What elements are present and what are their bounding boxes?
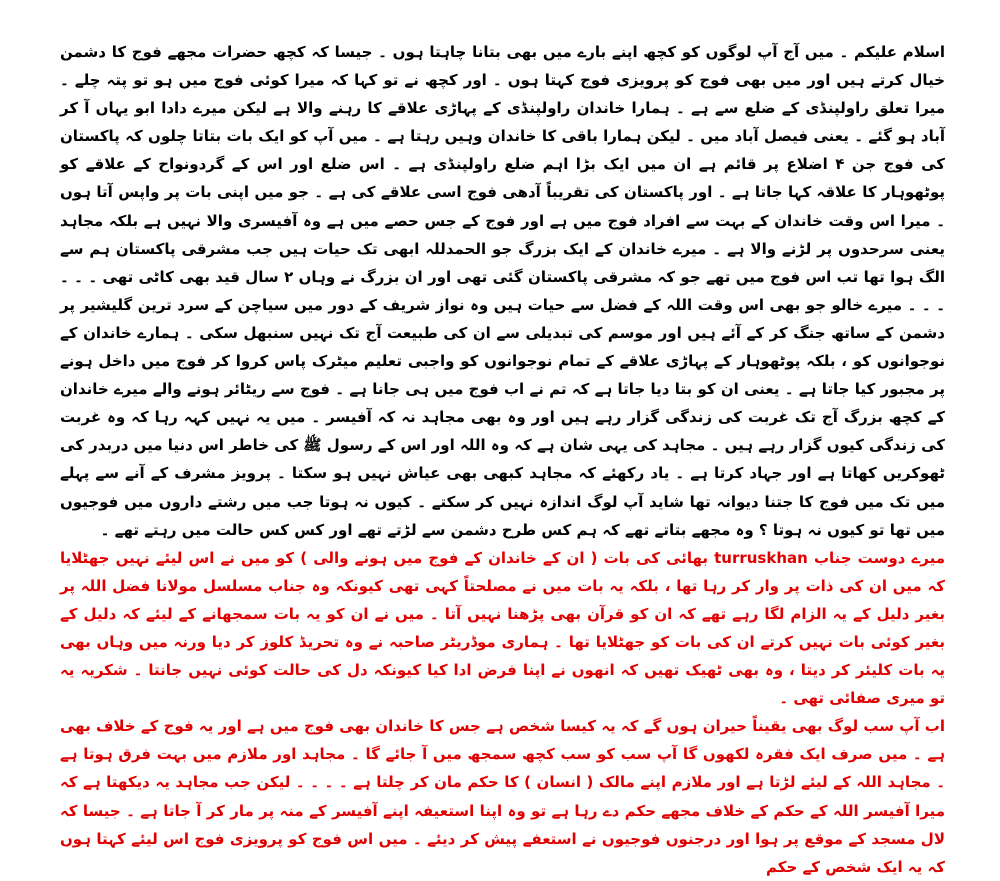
paragraph-mujahid-vs-employee: اب آپ سب لوگ بھی یقیناً حیران ہوں گے کہ یہ کیسا شخص ہے جس کا خاندان بھی فوج میں ہے اور یہ فوج کے خلاف بھی ہے ۔ میں صرف ایک فقرہ لکھوں گا آپ سب کو سب کچھ سمجھ میں آ جائے گا ۔ مجاہد اور ملازم میں بہت فرق ہوتا ہے ۔ مجاہد اللہ کے لیئے لڑتا ہے اور ملازم اپنے مالک ( انسان ) کا حکم مان کر چلتا ہے ۔ ۔ ۔ ۔ لیکن جب مجاہد یہ دیکھتا ہے کہ میرا آفیسر اللہ کے حکم کے خلاف مجھے حکم دے رہا ہے تو وہ اپنا استعیفہ اپنے آفیسر کے منہ پر مار کر آ جاتا ہے ۔ جیسا کہ لال مسجد کے موقع پر ہوا اور درجنوں فوجیوں نے استعفے پیش کر دیئے ۔ میں اس فوج کو پرویزی فوج اس لیئے کہتا ہوں کہ یہ ایک شخص کے حکم (60, 717, 945, 876)
paragraph-clarification: میرے دوست جناب turruskhan بھائی کی بات ( ان کے خاندان کے فوج میں ہونے والی ) کو میں نے اس لیئے نہیں جھٹلایا کہ میں ان کی ذات پر وار کر رہا تھا ، بلکہ یہ بات میں نے مصلحتاً کہی تھی کیونکہ وہ جناب مسلسل مولانا فضل اللہ پر بغیر دلیل کے یہ الزام لگا رہے تھے کہ ان کو قرآن بھی پڑھنا نہیں آتا ۔ میں نے ان کو یہ بات سمجھانے کے لیئے کہ دلیل کے بغیر کوئی بات نہیں کرتے ان کی بات کو جھٹلایا تھا ۔ ہماری موڈریٹر صاحبہ نے وہ تحریڈ کلوز کر دیا ورنہ میں وہاں بھی یہ بات کلیئر کر دیتا ، وہ بھی ٹھیک تھیں کہ انھوں نے اپنا فرض ادا کیا کیونکہ دل کی حالت کوئی نہیں جانتا ۔ شکریہ یہ تو میری صفائی تھی ۔ (60, 548, 945, 708)
document-body (60, 38, 945, 881)
paragraph-intro: اسلام علیکم ۔ میں آج آپ لوگوں کو کچھ اپنے بارے میں بھی بتانا چاہتا ہوں ۔ جیسا کہ کچھ حضرات مجھے فوج کا دشمن خیال کرتے ہیں اور میں بھی فوج کو پرویزی فوج کہتا ہوں ۔ اور کچھ نے تو کہا کہ میرا کوئی فوج میں ہو تو پتہ چلے ۔ میرا تعلق راولپنڈی کے ضلع سے ہے ۔ ہمارا خاندان راولپنڈی کے پہاڑی علاقے کا رہنے والا ہے لیکن میرے دادا ابو یہاں آ کر آباد ہو گئے ۔ یعنی فیصل آباد میں ۔ لیکن ہمارا باقی کا خاندان وہیں رہتا ہے ۔ میں آپ کو ایک بات بتاتا چلوں کہ پاکستان کی فوج جن ۴ اضلاع پر قائم ہے ان میں ایک بڑا اہم ضلع راولپنڈی ہے ۔ اس ضلع اور اس کے گردونواح کے علاقے کو پوٹھوہار کا علاقہ کہا جاتا ہے ۔ اور پاکستان کی تقریباً آدھی فوج اسی علاقے کی ہے ۔ جو میں اپنی بات پر واپس آتا ہوں ۔ میرا اس وقت خاندان کے بہت سے افراد فوج میں ہے اور فوج کے جس حصے میں ہے وہ آفیسری والا نہیں ہے بلکہ مجاہد یعنی سرحدوں پر لڑنے والا ہے ۔ میرے خاندان کے ایک بزرگ جو الحمدللہ ابھی تک حیات ہیں جب مشرقی پاکستان ہم سے الگ ہوا تھا تب اس فوج میں تھے جو کہ مشرقی پاکستان گئی تھی اور ان بزرگ نے وہاں ۲ سال قید بھی کاٹی تھی ۔ ۔ ۔ ۔ ۔ ۔ میرے خالو جو بھی اس وقت اللہ کے فضل سے حیات ہیں وہ نواز شریف کے دور میں سیاچن کے سرد ترین گلیشیر پر دشمن کے ساتھ جنگ کر کے آئے ہیں اور موسم کی تبدیلی سے ان کی طبیعت آج تک نہیں سنبھل سکی ۔ ہمارے خاندان کے نوجوانوں کو ، بلکہ پوٹھوہار کے پہاڑی علاقے کے تمام نوجوانوں کو واجبی تعلیم میٹرک پاس کروا کر فوج میں داخل ہونے پر مجبور کیا جاتا ہے ۔ یعنی ان کو بتا دیا جاتا ہے کہ تم نے اب فوج میں ہی جانا ہے ۔ فوج سے ریٹائر ہونے والے میرے خاندان کے کچھ بزرگ آج تک غربت کی زندگی گزار رہے ہیں اور وہ بھی مجاہد نہ کہ آفیسر ۔ میں یہ نہیں کہہ رہا کہ وہ غربت کی زندگی کیوں گزار رہے ہیں ۔ مجاہد کی یہی شان ہے کہ وہ اللہ اور اس کے رسول ﷺ کی خاطر اس دنیا میں دربدر کی ٹھوکریں کھاتا ہے اور جہاد کرتا ہے ۔ یاد رکھئے کہ مجاہد کبھی بھی عیاش نہیں ہو سکتا ۔ پرویز مشرف کے آنے سے پہلے میں تک میں فوج کا جتنا دیوانہ تھا شاید آپ لوگ اندازہ نہیں کر سکتے ۔ کیوں نہ ہوتا جب میں رشتے داروں میں فوجیوں میں تھا تو کیوں نہ ہوتا ؟ وہ مجھے بتاتے تھے کہ ہم کس طرح دشمن سے لڑتے تھے اور کس کس حالت میں رہتے تھے ۔ (60, 43, 945, 539)
